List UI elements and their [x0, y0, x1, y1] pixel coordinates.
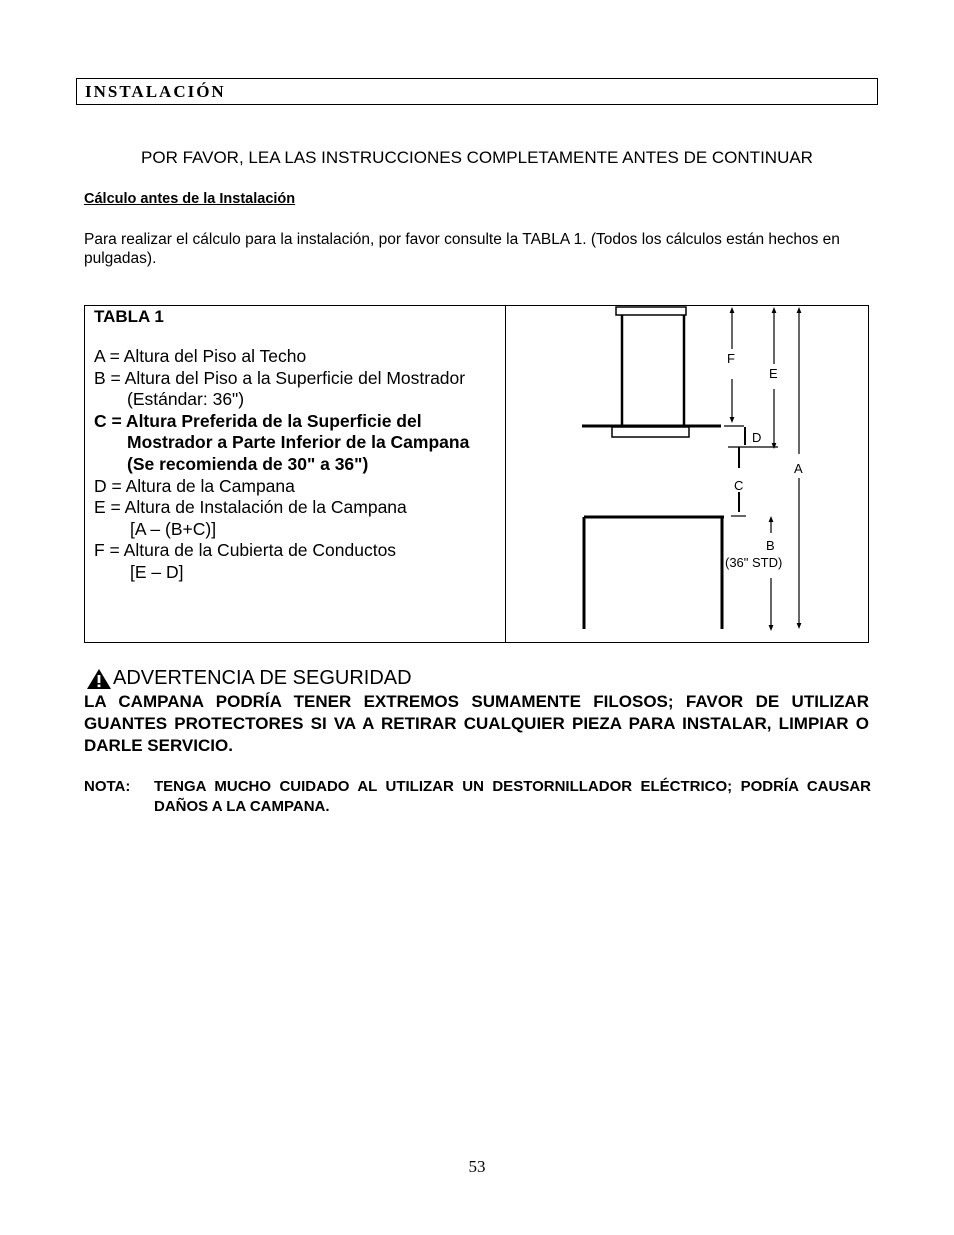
definition-e-formula: [A – (B+C)] — [130, 518, 217, 539]
intro-paragraph: Para realizar el cálculo para la instalación, por favor consulte la TABLA 1. (Todos los cálculos están hechos en pulgadas). — [84, 231, 840, 267]
definitions-list — [94, 346, 469, 584]
label-d: D — [752, 430, 762, 445]
hood-installation-diagram — [506, 306, 868, 642]
label-a: A — [794, 461, 803, 476]
label-e: E — [769, 366, 778, 381]
definition-f-formula: [E – D] — [130, 561, 184, 582]
label-f: F — [727, 351, 735, 366]
section-title: INSTALACIÓN — [85, 82, 226, 101]
label-b: B — [766, 538, 775, 553]
definition-a: A = Altura del Piso al Techo — [94, 346, 307, 366]
definition-b-note: (Estándar: 36") — [127, 389, 245, 410]
intro-instruction: POR FAVOR, LEA LAS INSTRUCCIONES COMPLETAMENTE ANTES DE CONTINUAR — [141, 148, 813, 167]
subheading: Cálculo antes de la Instalación — [84, 191, 296, 207]
table-1 — [84, 305, 869, 643]
definition-f: F = Altura de la Cubierta de Conductos — [94, 540, 397, 561]
definition-b: B = Altura del Piso a la Superficie del Mostrador — [94, 367, 466, 388]
warning-triangle-icon — [86, 668, 112, 690]
note-text: TENGA MUCHO CUIDADO AL UTILIZAR UN DESTORNILLADOR ELÉCTRICO; PODRÍA CAUSAR DAÑOS A LA CAMPANA. — [154, 778, 871, 815]
page-number: 53 — [468, 1157, 486, 1176]
label-c: C — [734, 478, 744, 493]
safety-warning-title: ADVERTENCIA DE SEGURIDAD — [113, 667, 412, 689]
safety-warning-text: LA CAMPANA PODRÍA TENER EXTREMOS SUMAMENTE FILOSOS; FAVOR DE UTILIZAR GUANTES PROTECTORES SI VA A RETIRAR CUALQUIER PIEZA PARA INSTALAR, LIMPIAR O DARLE SERVICIO. — [84, 692, 869, 755]
table-title: TABLA 1 — [94, 307, 164, 326]
dimension-lines — [724, 310, 799, 628]
section-header — [76, 78, 878, 105]
hood-drawing — [582, 307, 724, 629]
label-b-std: (36" STD) — [725, 555, 783, 570]
safety-warning-heading — [86, 667, 412, 690]
definition-e: E = Altura de Instalación de la Campana — [94, 497, 407, 518]
definition-d: D = Altura de la Campana — [94, 475, 295, 496]
definition-c-note: (Se recomienda de 30" a 36") — [127, 453, 369, 474]
hood-diagram-cell — [506, 306, 868, 642]
definition-c: C = Altura Preferida de la Superficie del — [94, 410, 422, 431]
note-label: NOTA: — [84, 778, 131, 795]
definition-c-cont: Mostrador a Parte Inferior de la Campana — [127, 432, 470, 453]
table-definitions-cell — [85, 306, 506, 642]
